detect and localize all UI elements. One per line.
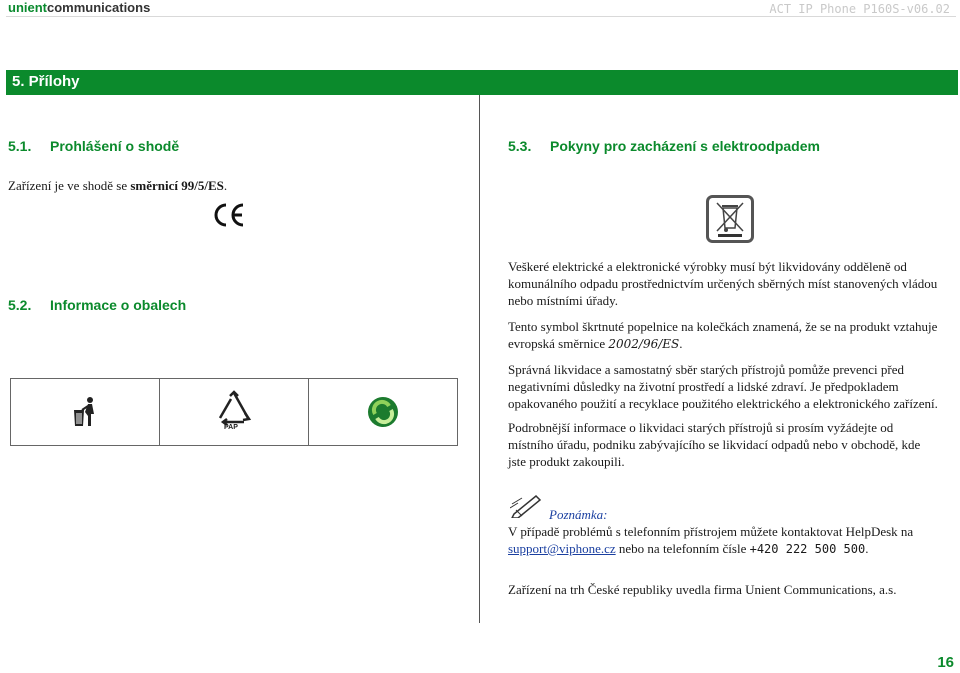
section-heading-ewaste: 5.3. Pokyny pro zacházení s elektroodpadem [508,138,820,154]
green-dot-icon [367,396,399,428]
note-pencil-icon [510,494,544,518]
support-email-link[interactable]: support@viphone.cz [508,541,616,556]
document-id: ACT IP Phone P160S-v06.02 [769,2,950,16]
crossed-wheelie-bin-icon [706,195,754,243]
chapter-band [6,70,958,95]
section-heading-packaging: 5.2. Informace o obalech [8,297,187,313]
distributor-text: Zařízení na trh České republiky uvedla firma Unient Communications, a.s. [508,582,897,597]
ce-mark-icon [212,202,246,228]
note-title: Poznámka: [549,507,608,522]
packaging-cell-green-dot [309,379,457,445]
header-rule [6,16,956,17]
chapter-title: 5. Přílohy [12,73,80,90]
packaging-cell-recycle [160,379,309,445]
ewaste-paragraph-1: Veškeré elektrické a elektronické výrobky musí být likvidovány odděleně od komunálního odpadu prostřednictvím určených sběrných míst stanovených vládou nebo místními úřady. [508,259,938,308]
pap-label: PAP [224,424,238,431]
conformity-text: Zařízení je ve shodě se směrnicí 99/5/ES. [8,178,228,193]
page-number: 16 [937,654,954,671]
recycle-triangle-icon [214,390,254,426]
helpdesk-phone: +420 222 500 500 [749,542,866,556]
ewaste-paragraph-2: Tento symbol škrtnuté popelnice na kolečkách znamená, že se na produkt vztahuje evropská směrnice 2002/96/ES. [508,319,938,351]
tidyman-icon [72,396,98,428]
packaging-cell-tidyman [11,379,160,445]
ewaste-paragraph-3: Správná likvidace a samostatný sběr starých přístrojů pomůže prevenci před negativními důsledky na životní prostředí a lidské zdraví. Je předpokladem opakovaného použití a recyklace použitého elektrického a elektronického zařízení. [508,362,938,411]
packaging-symbols-table [10,378,458,446]
column-divider [479,95,480,623]
section-heading-conformity: 5.1. Prohlášení o shodě [8,138,180,154]
note-body: V případě problémů s telefonním přístrojem můžete kontaktovat HelpDesk na support@viphone.cz nebo na telefonním čísle +420 222 500 500. [508,524,914,556]
ewaste-paragraph-4: Podrobnější informace o likvidaci starých přístrojů si prosím vyžádejte od místního úřadu, podniku zabývajícího se likvidací odpadů nebo v obchodě, kde jste produkt zakoupili. [508,420,921,469]
company-logo: unientcommunications [8,0,151,15]
